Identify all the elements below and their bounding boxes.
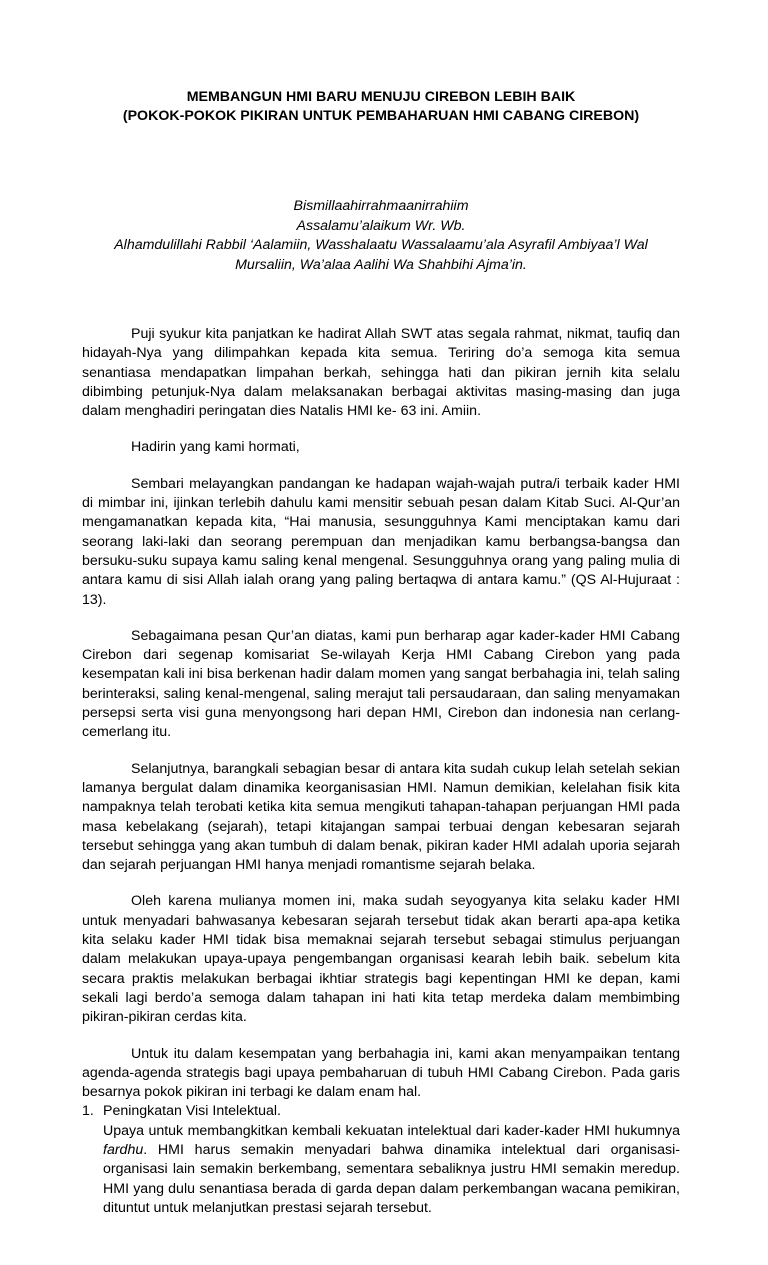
list-item-body <box>103 1122 680 1218</box>
list-item <box>82 1102 680 1121</box>
document-body <box>82 325 680 1218</box>
list-item-number: 1. <box>82 1103 94 1120</box>
greeting-hamdalah-1: Alhamdulillahi Rabbil ‘Aalamiin, Wasshalaatu Wassalaamu’ala Asyrafil Ambiyaa’l Wal <box>114 237 648 253</box>
greeting-basmalah: Bismillaahirrahmaanirrahiim <box>293 198 469 214</box>
agenda-list <box>82 1102 680 1218</box>
title-line-2: (POKOK-POKOK PIKIRAN UNTUK PEMBAHARUAN HMI CABANG CIREBON) <box>122 108 640 124</box>
list-item-text-before: Upaya untuk membangkitkan kembali kekuatan intelektual dari kader-kader HMI hukumnya <box>103 1122 680 1139</box>
list-item-heading: Peningkatan Visi Intelektual. <box>103 1103 281 1120</box>
greeting-block <box>82 197 680 275</box>
document-title <box>82 88 680 126</box>
paragraph-quran-quote: Sembari melayangkan pandangan ke hadapan wajah-wajah putra/i terbaik kader HMI di mimbar ini, ijinkan terlebih dahulu kami mensitir sebuah pesan dalam Kitab Suci. Al-Qur’an mengamanatkan kepada kita, “Hai manusia, sesungguhnya Kami menciptakan kamu dari seorang laki-laki dan seorang perempuan dan menjadikan kamu berbangsa-bangsa dan bersuku-suku supaya kamu saling kenal mengenal. Sesungguhnya orang yang paling mulia di antara kamu di sisi Allah ialah orang yang paling bertaqwa di antara kamu.” (QS Al-Hujuraat : 13). <box>82 475 680 608</box>
paragraph-agenda-intro: Untuk itu dalam kesempatan yang berbahagia ini, kami akan menyampaikan tentang agenda-agenda strategis bagi upaya pembaharuan di tubuh HMI Cabang Cirebon. Pada garis besarnya pokok pikiran ini terbagi ke dalam enam hal. <box>82 1045 680 1101</box>
greeting-hamdalah-2: Mursaliin, Wa’alaa Aalihi Wa Shahbihi Ajma’in. <box>235 256 527 273</box>
title-line-1: MEMBANGUN HMI BARU MENUJU CIREBON LEBIH BAIK <box>186 89 576 105</box>
document-page <box>82 88 680 1218</box>
greeting-salam: Assalamu’alaikum Wr. Wb. <box>296 217 466 234</box>
paragraph-hope: Sebagaimana pesan Qur’an diatas, kami pun berharap agar kader-kader HMI Cabang Cirebon dari segenap komisariat Se-wilayah Kerja HMI Cabang Cirebon yang pada kesempatan kali ini bisa berkenan hadir dalam momen yang sangat berbahagia ini, telah saling berinteraksi, saling kenal-mengenal, saling merajut tali persaudaraan, dan saling menyamakan persepsi serta visi guna menyongsong hari depan HMI, Cirebon dan indonesia nan cerlang-cemerlang itu. <box>82 627 680 741</box>
paragraph-opening: Puji syukur kita panjatkan ke hadirat Allah SWT atas segala rahmat, nikmat, taufiq dan hidayah-Nya yang dilimpahkan kepada kita semua. Teriring do’a semoga kita semua senantiasa mendapatkan limpahan berkah, sehingga hati dan pikiran jernih kita selalu dibimbing petunjuk-Nya dalam melaksanakan berbagai aktivitas masing-masing dan juga dalam menghadiri peringatan dies Natalis HMI ke- 63 ini. Amiin. <box>82 326 680 420</box>
list-item-text-after: . HMI harus semakin menyadari bahwa dinamika intelektual dari organisasi-organisasi lain semakin berkembang, sementara sebaliknya justru HMI semakin meredup. HMI yang dulu senantiasa berada di garda depan dalam perkembangan wacana pemikiran, dituntut untuk melanjutkan prestasi sejarah tersebut. <box>103 1141 680 1216</box>
paragraph-awareness: Oleh karena mulianya momen ini, maka sudah seyogyanya kita selaku kader HMI untuk menyadari bahwasanya kebesaran sejarah tersebut tidak akan berarti apa-apa ketika kita selaku kader HMI tidak bisa memaknai sejarah tersebut sebagai stimulus perjuangan dalam melakukan upaya-upaya pengembangan organisasi kearah lebih baik. sebelum kita secara praktis melakukan berbagai ikhtiar strategis bagi kepentingan HMI ke depan, kami sekali lagi berdo’a semoga dalam tahapan ini hati kita tetap merdeka dalam membimbing pikiran-pikiran cerdas kita. <box>82 893 680 1026</box>
paragraph-history: Selanjutnya, barangkali sebagian besar di antara kita sudah cukup lelah setelah sekian lamanya bergulat dalam dinamika keorganisasian HMI. Namun demikian, kelelahan fisik kita nampaknya telah terobati ketika kita semua mengikuti tahapan-tahapan perjuangan HMI pada masa kebelakang (sejarah), tetapi kitajangan sampai terbuai dengan kebesaran sejarah tersebut sehingga yang akan tumbuh di dalam benak, pikiran kader HMI adalah uporia sejarah dan sejarah perjuangan HMI hanya menjadi romantisme sejarah belaka. <box>82 760 680 874</box>
list-item-text-italic: fardhu <box>103 1141 144 1158</box>
paragraph-salutation: Hadirin yang kami hormati, <box>131 439 300 456</box>
